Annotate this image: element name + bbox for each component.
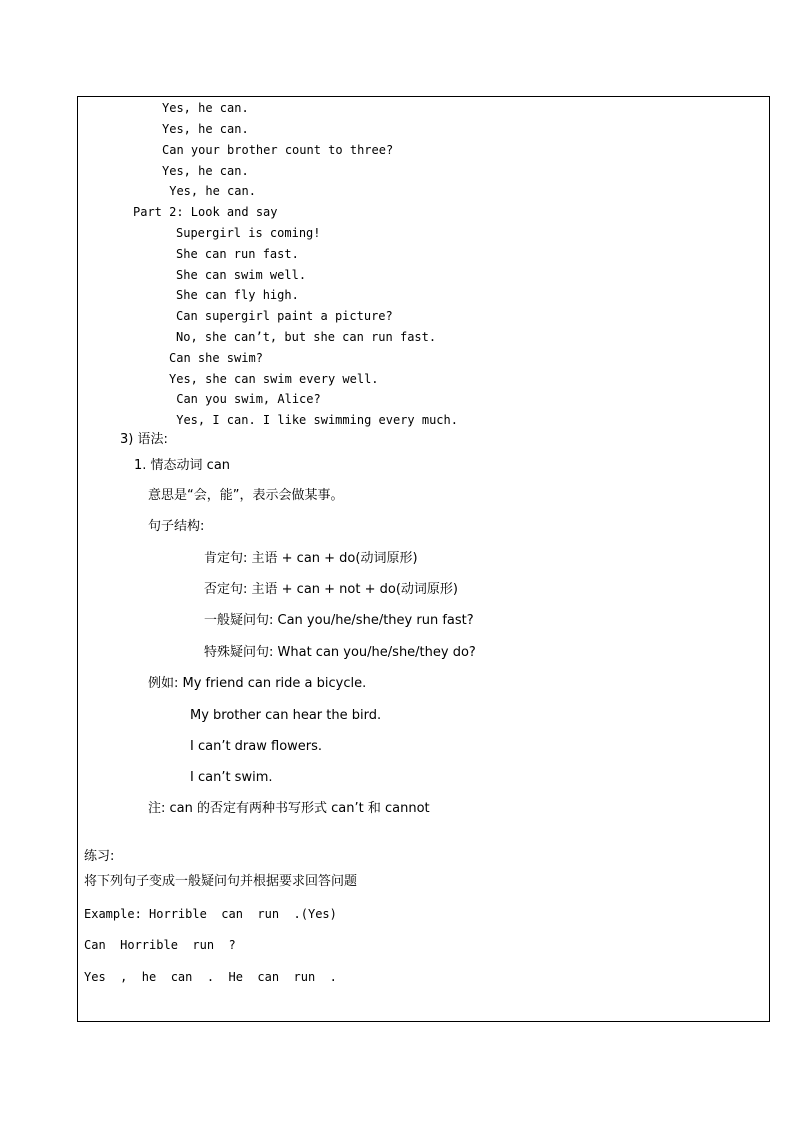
part2-line: Yes, I can. I like swimming every much. [169, 413, 458, 427]
grammar-note: 注: can 的否定有两种书写形式 can’t 和 cannot [148, 801, 430, 816]
dialogue-line: Yes, he can. [162, 122, 249, 136]
example-line: I can’t draw flowers. [190, 739, 323, 754]
dialogue-line: Yes, he can. [162, 164, 249, 178]
part2-line: No, she can’t, but she can run fast. [176, 330, 437, 344]
part2-line: Can you swim, Alice? [169, 392, 321, 406]
structure-affirmative: 肯定句: 主语 + can + do(动词原形) [204, 551, 418, 566]
part2-line: Can she swim? [169, 351, 263, 365]
example-line: I can’t swim. [190, 770, 273, 785]
dialogue-line: Yes, he can. [162, 184, 256, 198]
part2-line: She can run fast. [176, 247, 299, 261]
example-line: 例如: My friend can ride a bicycle. [148, 676, 367, 691]
part2-line: Can supergirl paint a picture? [176, 309, 393, 323]
grammar-point-title: 1. 情态动词 can [134, 458, 231, 473]
exercise-answer: Yes , he can . He can run . [84, 970, 337, 984]
grammar-heading: 3) 语法: [120, 432, 168, 447]
grammar-meaning: 意思是“会，能”，表示会做某事。 [148, 488, 344, 503]
exercise-example: Example: Horrible can run .(Yes) [84, 907, 337, 921]
dialogue-line: Can your brother count to three? [162, 143, 394, 157]
exercise-title: 练习: [84, 849, 115, 864]
part2-title: Part 2: Look and say [133, 205, 278, 219]
exercise-instruction: 将下列句子变成一般疑问句并根据要求回答问题 [84, 874, 358, 889]
structure-wh-question: 特殊疑问句: What can you/he/she/they do? [204, 645, 476, 660]
exercise-question: Can Horrible run ? [84, 938, 236, 952]
part2-line: She can swim well. [176, 268, 307, 282]
part2-line: Yes, she can swim every well. [169, 372, 379, 386]
structure-yes-no-question: 一般疑问句: Can you/he/she/they run fast? [204, 613, 474, 628]
dialogue-line: Yes, he can. [162, 101, 249, 115]
example-line: My brother can hear the bird. [190, 708, 382, 723]
structure-label: 句子结构: [148, 519, 205, 534]
part2-line: She can fly high. [176, 288, 299, 302]
structure-negative: 否定句: 主语 + can + not + do(动词原形) [204, 582, 458, 597]
part2-line: Supergirl is coming! [176, 226, 321, 240]
